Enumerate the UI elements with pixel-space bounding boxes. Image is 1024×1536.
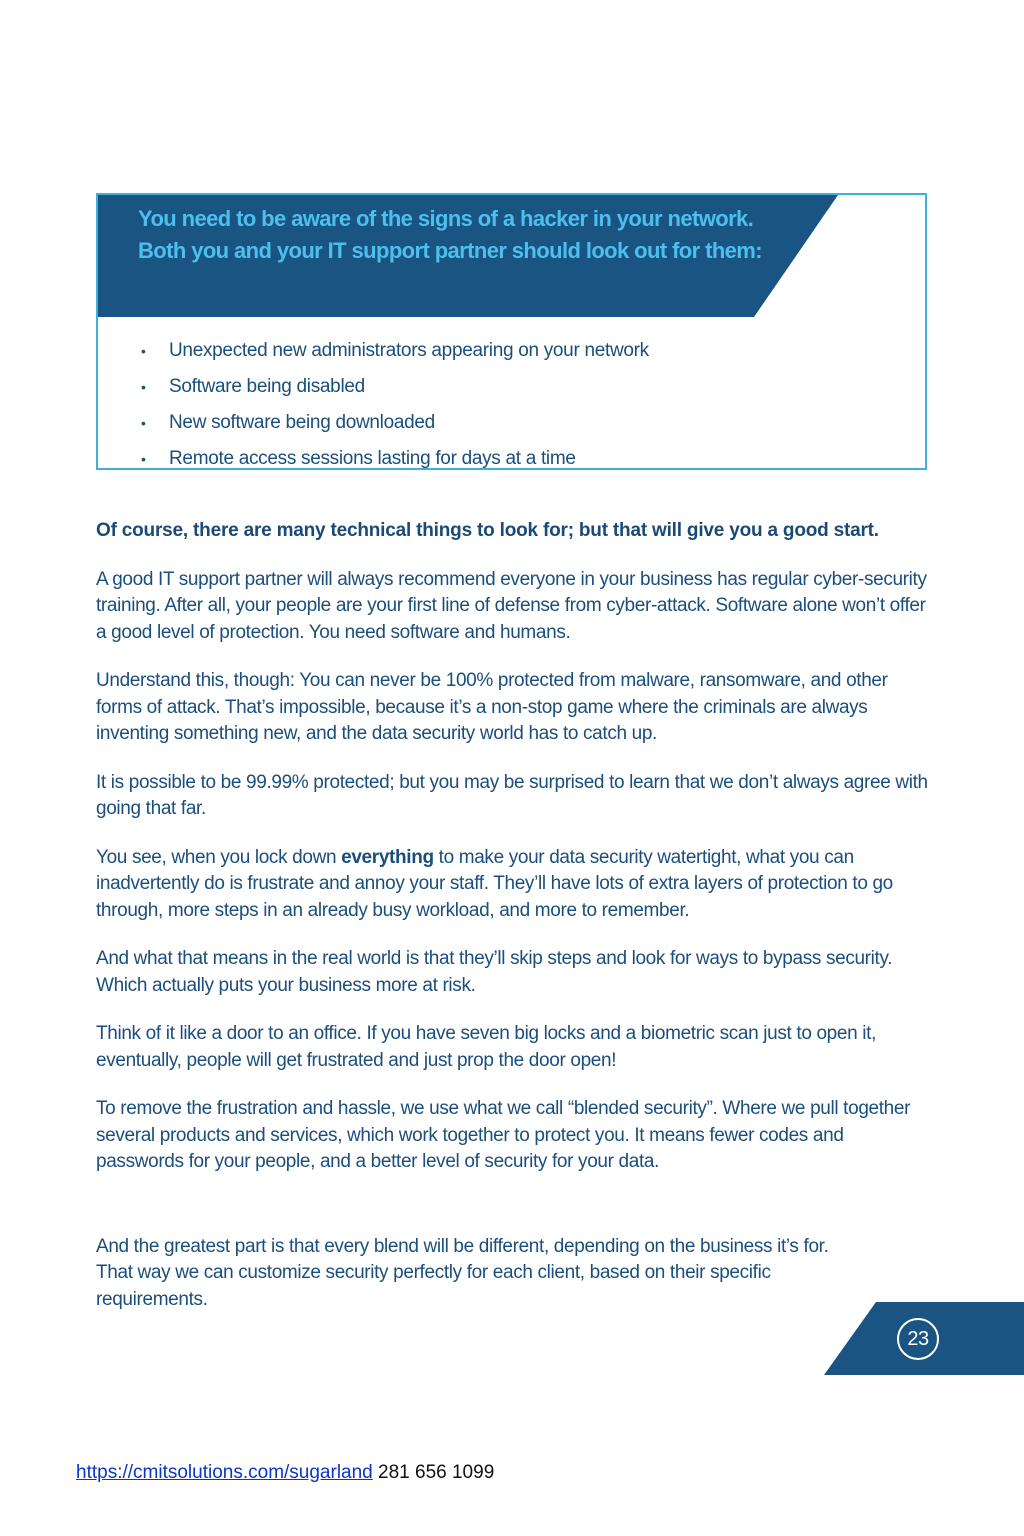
bullet-icon: • bbox=[141, 343, 146, 359]
callout-title: You need to be aware of the signs of a hacker in your network. Both you and your IT support partner should look out for them: bbox=[138, 206, 762, 263]
list-item-text: Software being disabled bbox=[169, 376, 365, 397]
page-number: 23 bbox=[897, 1318, 939, 1360]
website-link[interactable]: https://cmitsolutions.com/sugarland bbox=[76, 1462, 373, 1483]
list-item-text: Remote access sessions lasting for days at a time bbox=[169, 448, 576, 469]
paragraph-blended-security: To remove the frustration and hassle, we use what we call “blended security”. Where we pull together several products and services, which work together to protect you. It means fewer codes and passwords for your people, and a better level of security for your data. bbox=[96, 1098, 911, 1172]
paragraph-door-analogy: Think of it like a door to an office. If you have seven big locks and a biometric scan just to open it, eventually, people will get frustrated and just prop the door open! bbox=[96, 1023, 876, 1071]
paragraph-text: to make your data security watertight, what you can inadvertently do is frustrate and annoy your staff. They’ll have lots of extra layers of protection to go through, more steps in an already busy workload, and more to remember. bbox=[96, 846, 893, 921]
paragraph-text: You see, when you lock down bbox=[96, 846, 342, 868]
lead-paragraph: Of course, there are many technical things to look for; but that will give you a good start. bbox=[96, 520, 879, 541]
signs-callout-box bbox=[96, 193, 927, 470]
hacker-signs-list bbox=[138, 333, 649, 477]
emphasis-everything: everything bbox=[341, 846, 434, 868]
list-item bbox=[138, 441, 649, 477]
body-content bbox=[96, 518, 928, 1335]
list-item bbox=[138, 405, 649, 441]
list-item-text: New software being downloaded bbox=[169, 412, 435, 433]
bullet-icon: • bbox=[141, 415, 146, 431]
footer bbox=[76, 1462, 494, 1484]
paragraph-bypass: And what that means in the real world is that they’ll skip steps and look for ways to bypass security. Which actually puts your business more at risk. bbox=[96, 948, 893, 996]
bullet-icon: • bbox=[141, 451, 146, 467]
phone-number: 281 656 1099 bbox=[372, 1462, 495, 1483]
list-item bbox=[138, 369, 649, 405]
paragraph-protection: Understand this, though: You can never be 100% protected from malware, ransomware, and other forms of attack. That’s impossible, because it’s a non-stop game where the criminals are always inventing something new, and the data security world has to catch up. bbox=[96, 670, 888, 744]
paragraph-training: A good IT support partner will always recommend everyone in your business has regular cyber-security training. After all, your people are your first line of defense from cyber-attack. Software alone won’t offer a good level of protection. You need software and humans. bbox=[96, 568, 927, 643]
callout-banner bbox=[98, 195, 838, 317]
paragraph-99-percent: It is possible to be 99.99% protected; but you may be surprised to learn that we don’t always agree with going that far. bbox=[96, 771, 928, 819]
bullet-icon: • bbox=[141, 379, 146, 395]
list-item-text: Unexpected new administrators appearing on your network bbox=[169, 340, 649, 361]
paragraph-customize: And the greatest part is that every blend will be different, depending on the business it’s for. That way we can customize security perfectly for each client, based on their specific requirements. bbox=[96, 1235, 829, 1310]
paragraph-lock-down bbox=[96, 845, 928, 925]
list-item bbox=[138, 333, 649, 369]
